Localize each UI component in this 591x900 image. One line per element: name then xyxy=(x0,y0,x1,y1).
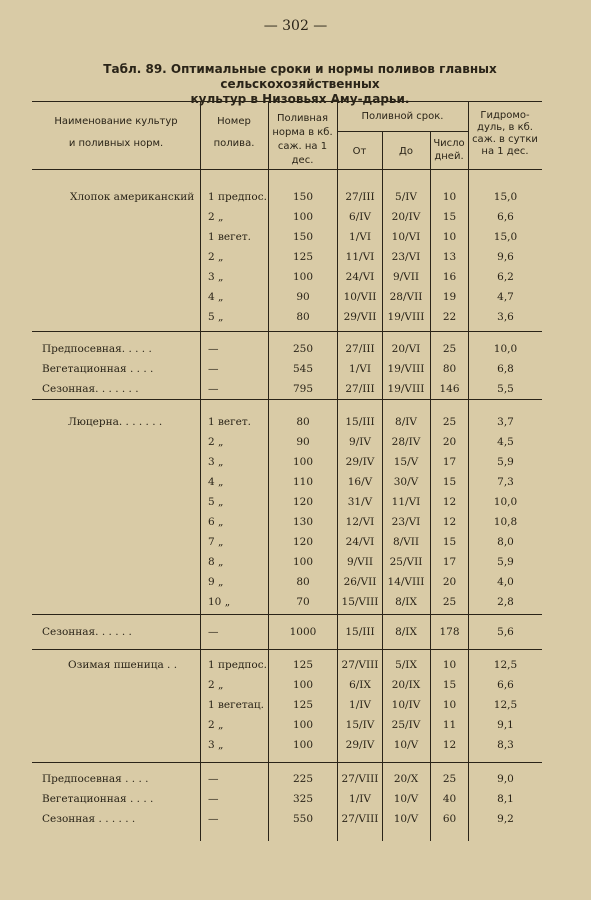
row-to-cell: 10/V xyxy=(393,813,419,825)
row-hydromodule-cell: 9,6 xyxy=(497,251,514,263)
row-to-cell: 10/V xyxy=(393,793,419,805)
row-hydromodule-cell: 5,6 xyxy=(497,626,514,638)
irrigation-table xyxy=(32,101,542,841)
row-from-cell: 12/VI xyxy=(345,516,375,528)
row-days-cell: 12 xyxy=(442,516,457,528)
row-number-cell: 3 „ xyxy=(208,739,224,751)
header-number-line1: Номер xyxy=(217,116,251,127)
row-name-cell: Предпосевная. . . . . xyxy=(42,343,152,355)
row-hydromodule-cell: 9,0 xyxy=(497,773,514,785)
row-norm-cell: 550 xyxy=(292,813,314,825)
header-name-line2: и поливных норм. xyxy=(68,138,164,149)
row-norm-cell: 125 xyxy=(292,659,314,671)
row-from-cell: 1/IV xyxy=(349,699,371,711)
row-from-cell: 11/VI xyxy=(345,251,375,263)
row-norm-cell: 100 xyxy=(292,739,314,751)
row-to-cell: 28/IV xyxy=(391,436,421,448)
header-to: До xyxy=(399,146,413,157)
row-norm-cell: 125 xyxy=(292,699,314,711)
row-days-cell: 16 xyxy=(442,271,457,283)
row-norm-cell: 325 xyxy=(292,793,314,805)
row-to-cell: 23/VI xyxy=(391,516,421,528)
row-from-cell: 15/VIII xyxy=(341,596,379,608)
row-days-cell: 40 xyxy=(442,793,457,805)
row-days-cell: 10 xyxy=(442,191,457,203)
row-name-cell: Хлопок американский xyxy=(70,191,195,203)
row-number-cell: 1 предпос. xyxy=(208,659,267,671)
row-days-cell: 17 xyxy=(442,456,457,468)
row-days-cell: 15 xyxy=(442,476,457,488)
header-number-line2: полива. xyxy=(213,138,255,149)
row-name-cell: Вегетационная . . . . xyxy=(42,793,154,805)
row-number-cell: 9 „ xyxy=(208,576,224,588)
row-hydromodule-cell: 10,0 xyxy=(493,343,518,355)
row-from-cell: 15/IV xyxy=(345,719,375,731)
row-norm-cell: 225 xyxy=(292,773,314,785)
group-divider xyxy=(32,649,542,650)
row-to-cell: 10/VI xyxy=(391,231,421,243)
row-norm-cell: 110 xyxy=(292,476,314,488)
row-to-cell: 28/VII xyxy=(389,291,423,303)
row-name-cell: Сезонная. . . . . . . xyxy=(42,383,139,395)
header-from: От xyxy=(352,146,367,157)
row-to-cell: 20/IX xyxy=(391,679,421,691)
header-norm-line2: норма в кб. xyxy=(272,127,333,138)
row-hydromodule-cell: 6,6 xyxy=(497,211,514,223)
header-hydro-line3: саж. в сутки xyxy=(472,134,538,145)
row-hydromodule-cell: 8,1 xyxy=(497,793,514,805)
row-to-cell: 20/X xyxy=(393,773,419,785)
row-to-cell: 19/VIII xyxy=(387,311,425,323)
row-norm-cell: 150 xyxy=(292,231,314,243)
row-days-cell: 15 xyxy=(442,679,457,691)
row-from-cell: 24/VI xyxy=(345,536,375,548)
row-norm-cell: 100 xyxy=(292,556,314,568)
row-days-cell: 22 xyxy=(442,311,457,323)
row-days-cell: 12 xyxy=(442,739,457,751)
row-norm-cell: 120 xyxy=(292,496,314,508)
row-number-cell: 10 „ xyxy=(208,596,231,608)
header-days xyxy=(430,137,468,163)
row-number-cell: 5 „ xyxy=(208,496,224,508)
row-days-cell: 15 xyxy=(442,211,457,223)
row-days-cell: 25 xyxy=(442,343,457,355)
row-to-cell: 19/VIII xyxy=(387,363,425,375)
row-to-cell: 19/VIII xyxy=(387,383,425,395)
header-name-line1: Наименование культур xyxy=(54,116,178,127)
row-days-cell: 60 xyxy=(442,813,457,825)
table-title-line1: Табл. 89. Оптимальные сроки и нормы поливов главных сельскохозяйственных xyxy=(103,62,497,91)
row-number-cell: 2 „ xyxy=(208,251,224,263)
header-name xyxy=(32,115,200,151)
header-hydromodule xyxy=(468,110,542,158)
row-to-cell: 5/IX xyxy=(395,659,417,671)
row-to-cell: 14/VIII xyxy=(387,576,425,588)
row-hydromodule-cell: 9,2 xyxy=(497,813,514,825)
row-number-cell: 5 „ xyxy=(208,311,224,323)
row-number-cell: 7 „ xyxy=(208,536,224,548)
row-days-cell: 13 xyxy=(442,251,457,263)
row-days-cell: 15 xyxy=(442,536,457,548)
row-norm-cell: 1000 xyxy=(289,626,317,638)
row-number-cell: — xyxy=(208,383,219,395)
row-from-cell: 27/III xyxy=(345,191,375,203)
row-from-cell: 6/IX xyxy=(349,679,371,691)
row-to-cell: 20/VI xyxy=(391,343,421,355)
row-to-cell: 23/VI xyxy=(391,251,421,263)
row-norm-cell: 100 xyxy=(292,719,314,731)
row-number-cell: — xyxy=(208,773,219,785)
column-rule xyxy=(200,101,201,841)
row-number-cell: — xyxy=(208,626,219,638)
row-number-cell: — xyxy=(208,813,219,825)
row-days-cell: 146 xyxy=(439,383,460,395)
row-number-cell: 6 „ xyxy=(208,516,224,528)
row-number-cell: — xyxy=(208,343,219,355)
row-days-cell: 20 xyxy=(442,436,457,448)
row-days-cell: 25 xyxy=(442,773,457,785)
row-hydromodule-cell: 8,3 xyxy=(497,739,514,751)
row-days-cell: 11 xyxy=(442,719,457,731)
row-to-cell: 5/IV xyxy=(395,191,417,203)
row-days-cell: 10 xyxy=(442,699,457,711)
row-name-cell: Вегетационная . . . . xyxy=(42,363,154,375)
row-hydromodule-cell: 15,0 xyxy=(493,191,518,203)
header-norm-line1: Поливная xyxy=(276,113,329,124)
row-to-cell: 8/VII xyxy=(392,536,420,548)
row-days-cell: 20 xyxy=(442,576,457,588)
row-hydromodule-cell: 7,3 xyxy=(497,476,514,488)
row-days-cell: 80 xyxy=(442,363,457,375)
header-hydro-line1: Гидромо- xyxy=(480,110,530,121)
row-from-cell: 9/VII xyxy=(346,556,374,568)
row-hydromodule-cell: 5,5 xyxy=(497,383,514,395)
row-from-cell: 29/IV xyxy=(345,456,375,468)
row-from-cell: 27/VIII xyxy=(341,659,379,671)
page-number: — 302 — xyxy=(263,18,328,34)
row-number-cell: 2 „ xyxy=(208,436,224,448)
row-from-cell: 24/VI xyxy=(345,271,375,283)
row-name-cell: Сезонная . . . . . . xyxy=(42,813,136,825)
row-hydromodule-cell: 12,5 xyxy=(493,699,518,711)
row-number-cell: 8 „ xyxy=(208,556,224,568)
row-norm-cell: 100 xyxy=(292,456,314,468)
row-name-cell: Сезонная. . . . . . xyxy=(42,626,132,638)
row-norm-cell: 80 xyxy=(296,311,310,323)
row-hydromodule-cell: 10,8 xyxy=(493,516,518,528)
row-days-cell: 12 xyxy=(442,496,457,508)
group-divider xyxy=(32,399,542,400)
row-number-cell: 4 „ xyxy=(208,476,224,488)
row-to-cell: 25/VII xyxy=(389,556,423,568)
row-number-cell: 1 вегетац. xyxy=(208,699,265,711)
row-from-cell: 26/VII xyxy=(343,576,377,588)
group-divider xyxy=(32,614,542,615)
group-divider xyxy=(32,331,542,332)
row-days-cell: 25 xyxy=(442,416,457,428)
row-from-cell: 1/VI xyxy=(349,231,371,243)
row-number-cell: 2 „ xyxy=(208,719,224,731)
row-from-cell: 29/VII xyxy=(343,311,377,323)
row-to-cell: 30/V xyxy=(393,476,419,488)
row-hydromodule-cell: 6,8 xyxy=(497,363,514,375)
row-from-cell: 6/IV xyxy=(349,211,371,223)
row-days-cell: 10 xyxy=(442,659,457,671)
row-number-cell: 1 вегет. xyxy=(208,416,252,428)
row-norm-cell: 130 xyxy=(292,516,314,528)
row-hydromodule-cell: 6,2 xyxy=(497,271,514,283)
row-number-cell: 3 „ xyxy=(208,456,224,468)
row-hydromodule-cell: 15,0 xyxy=(493,231,518,243)
row-norm-cell: 80 xyxy=(296,576,310,588)
row-norm-cell: 70 xyxy=(296,596,310,608)
row-from-cell: 1/VI xyxy=(349,363,371,375)
row-hydromodule-cell: 6,6 xyxy=(497,679,514,691)
row-norm-cell: 795 xyxy=(292,383,314,395)
row-norm-cell: 150 xyxy=(292,191,314,203)
row-to-cell: 20/IV xyxy=(391,211,421,223)
row-number-cell: 4 „ xyxy=(208,291,224,303)
group-divider xyxy=(32,762,542,763)
row-days-cell: 10 xyxy=(442,231,457,243)
row-to-cell: 25/IV xyxy=(391,719,421,731)
row-hydromodule-cell: 5,9 xyxy=(497,456,514,468)
row-norm-cell: 125 xyxy=(292,251,314,263)
header-hydro-line4: на 1 дес. xyxy=(481,146,529,157)
row-norm-cell: 80 xyxy=(296,416,310,428)
row-number-cell: 1 предпос. xyxy=(208,191,267,203)
row-hydromodule-cell: 8,0 xyxy=(497,536,514,548)
row-hydromodule-cell: 3,6 xyxy=(497,311,514,323)
row-number-cell: 3 „ xyxy=(208,271,224,283)
header-days-line1: Число xyxy=(433,138,465,149)
row-hydromodule-cell: 5,9 xyxy=(497,556,514,568)
row-to-cell: 8/IX xyxy=(395,596,417,608)
row-from-cell: 16/V xyxy=(347,476,373,488)
row-norm-cell: 545 xyxy=(292,363,314,375)
row-norm-cell: 250 xyxy=(292,343,314,355)
row-from-cell: 27/VIII xyxy=(341,813,379,825)
header-norm-line3: саж. на 1 дес. xyxy=(277,141,328,166)
row-to-cell: 9/VII xyxy=(392,271,420,283)
row-name-cell: Озимая пшеница . . xyxy=(68,659,178,671)
row-from-cell: 31/V xyxy=(347,496,373,508)
row-to-cell: 15/V xyxy=(393,456,419,468)
row-number-cell: 2 „ xyxy=(208,211,224,223)
row-norm-cell: 120 xyxy=(292,536,314,548)
row-from-cell: 27/III xyxy=(345,343,375,355)
row-to-cell: 10/IV xyxy=(391,699,421,711)
row-from-cell: 15/III xyxy=(345,626,375,638)
row-from-cell: 9/IV xyxy=(349,436,371,448)
header-bottom-rule xyxy=(32,169,542,170)
header-days-line2: дней. xyxy=(434,151,464,162)
row-hydromodule-cell: 3,7 xyxy=(497,416,514,428)
row-hydromodule-cell: 4,7 xyxy=(497,291,514,303)
row-number-cell: — xyxy=(208,363,219,375)
row-number-cell: — xyxy=(208,793,219,805)
row-to-cell: 8/IX xyxy=(395,626,417,638)
row-hydromodule-cell: 10,0 xyxy=(493,496,518,508)
row-name-cell: Предпосевная . . . . xyxy=(42,773,149,785)
row-hydromodule-cell: 4,0 xyxy=(497,576,514,588)
row-norm-cell: 100 xyxy=(292,211,314,223)
row-from-cell: 29/IV xyxy=(345,739,375,751)
row-hydromodule-cell: 4,5 xyxy=(497,436,514,448)
row-days-cell: 25 xyxy=(442,596,457,608)
row-name-cell: Люцерна. . . . . . . xyxy=(68,416,163,428)
header-norm xyxy=(268,112,337,168)
row-number-cell: 1 вегет. xyxy=(208,231,252,243)
header-period: Поливной срок. xyxy=(361,111,444,122)
row-to-cell: 11/VI xyxy=(391,496,421,508)
row-norm-cell: 90 xyxy=(296,436,310,448)
row-hydromodule-cell: 12,5 xyxy=(493,659,518,671)
header-hydro-line2: дуль, в кб. xyxy=(477,122,533,133)
table-title-line2: культур в Низовьях Аму-дарьи. xyxy=(190,92,410,106)
row-hydromodule-cell: 2,8 xyxy=(497,596,514,608)
row-days-cell: 17 xyxy=(442,556,457,568)
row-from-cell: 1/IV xyxy=(349,793,371,805)
row-from-cell: 27/III xyxy=(345,383,375,395)
header-mid-rule xyxy=(338,131,468,132)
row-norm-cell: 100 xyxy=(292,271,314,283)
row-number-cell: 2 „ xyxy=(208,679,224,691)
row-from-cell: 15/III xyxy=(345,416,375,428)
table-top-rule xyxy=(32,101,542,102)
row-days-cell: 19 xyxy=(442,291,457,303)
row-from-cell: 10/VII xyxy=(343,291,377,303)
row-days-cell: 178 xyxy=(439,626,460,638)
row-hydromodule-cell: 9,1 xyxy=(497,719,514,731)
row-to-cell: 10/V xyxy=(393,739,419,751)
header-number xyxy=(200,115,268,151)
row-norm-cell: 90 xyxy=(296,291,310,303)
row-from-cell: 27/VIII xyxy=(341,773,379,785)
row-to-cell: 8/IV xyxy=(395,416,417,428)
row-norm-cell: 100 xyxy=(292,679,314,691)
